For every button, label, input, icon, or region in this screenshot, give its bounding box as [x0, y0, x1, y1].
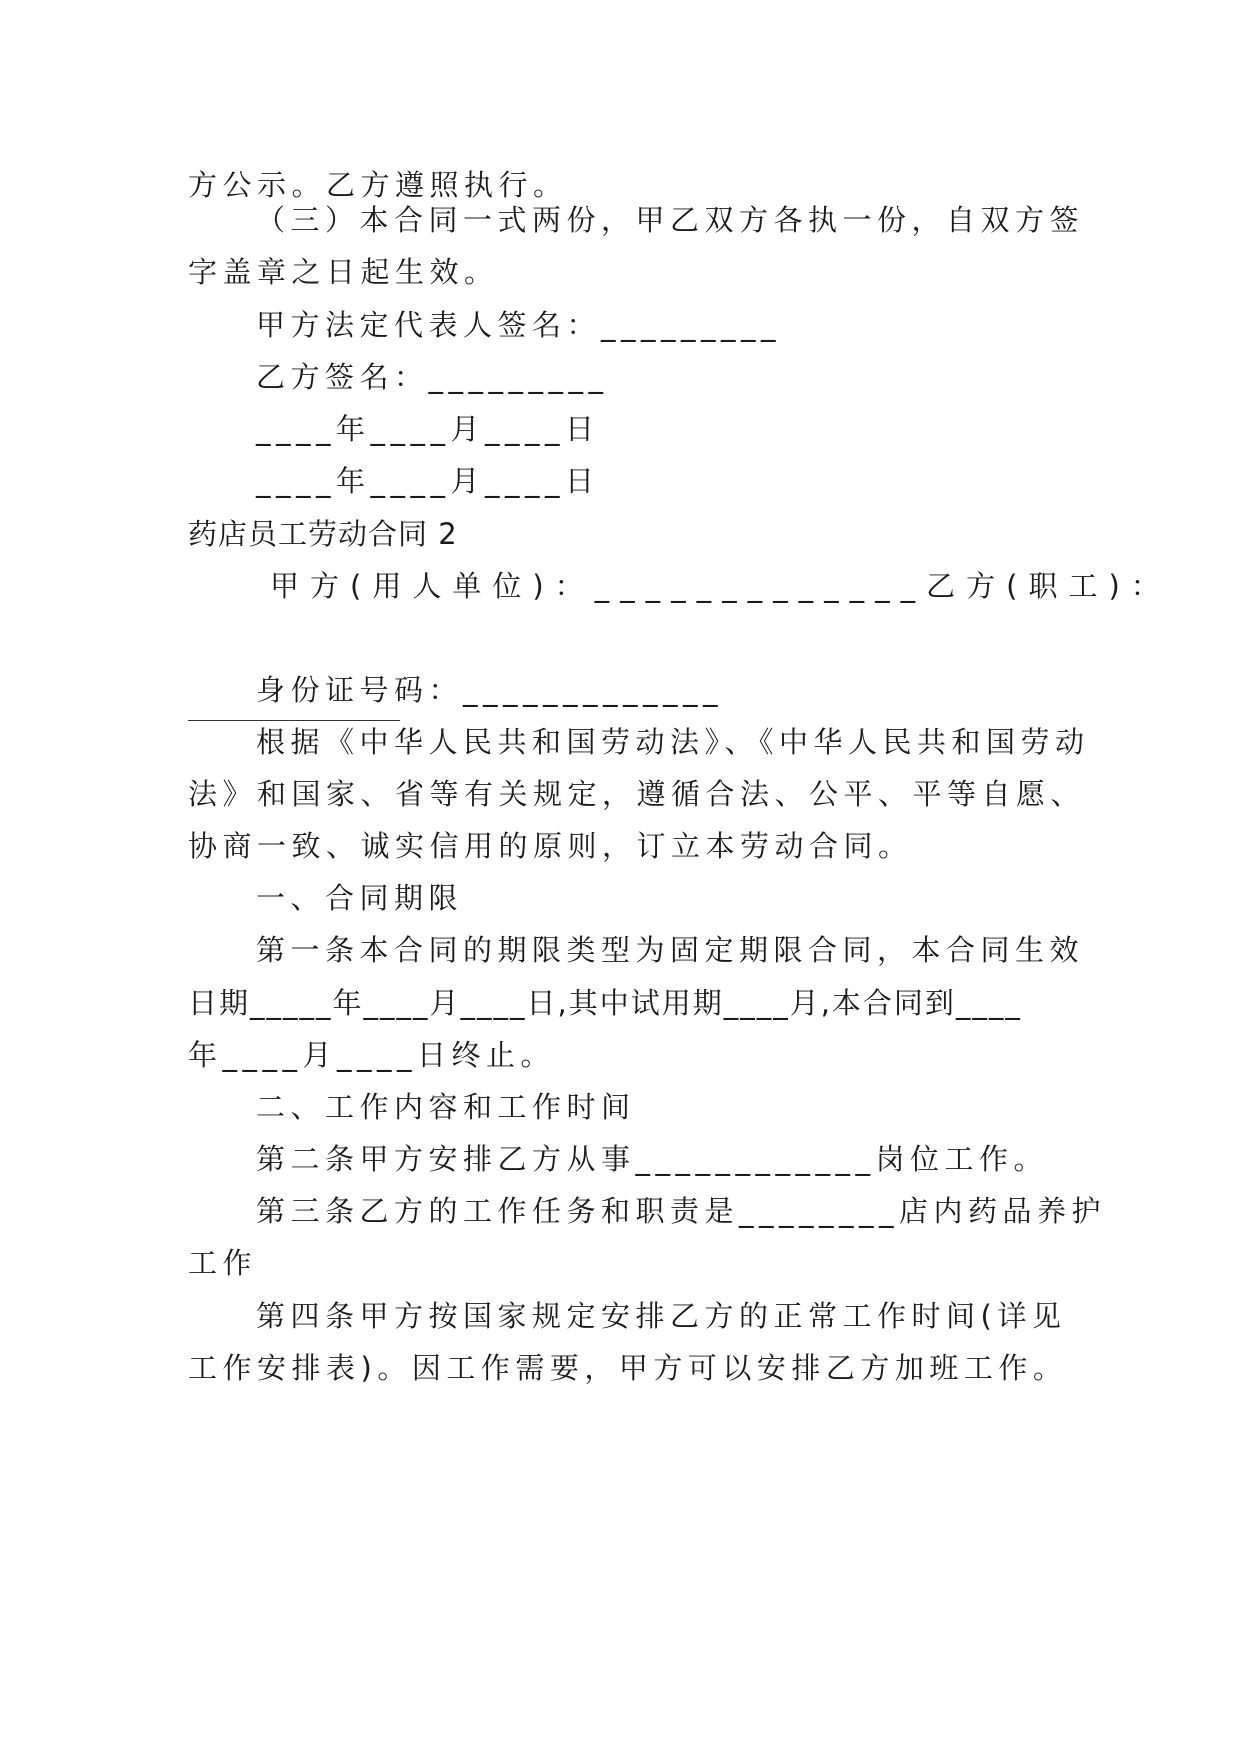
id-number-line: 身份证号码：_____________: [256, 673, 724, 707]
text-line: 日期_____年____月____日,其中试用期____月,本合同到____: [188, 986, 1022, 1020]
text-line: 工作: [188, 1246, 258, 1280]
parties-line: 甲方(用人单位)：_____________乙方(职工)：: [270, 569, 1171, 603]
text-line: 第四条甲方按国家规定安排乙方的正常工作时间(详见: [256, 1299, 1067, 1333]
text-line: 第一条本合同的期限类型为固定期限合同，本合同生效: [256, 933, 1085, 967]
text-line: （三）本合同一式两份，甲乙双方各执一份，自双方签: [256, 203, 1085, 237]
date-line: ____年____月____日: [256, 412, 600, 446]
text-line: 第二条甲方安排乙方从事____________岗位工作。: [256, 1142, 1049, 1176]
text-line: 法》和国家、省等有关规定，遵循合法、公平、平等自愿、: [188, 777, 1086, 811]
date-line: ____年____月____日: [256, 464, 600, 498]
text-line: 工作安排表)。因工作需要，甲方可以安排乙方加班工作。: [188, 1351, 1068, 1385]
text-line: 第三条乙方的工作任务和职责是________店内药品养护: [256, 1194, 1107, 1228]
text-line: 方公示。乙方遵照执行。: [188, 168, 568, 202]
section-title: 药店员工劳动合同 2: [188, 517, 458, 551]
text-line: 根据《中华人民共和国劳动法》、《中华人民共和国劳动: [256, 725, 1090, 759]
text-line: 协商一致、诚实信用的原则，订立本劳动合同。: [188, 829, 913, 863]
blank-underline: [188, 718, 400, 721]
section-heading: 二、工作内容和工作时间: [256, 1090, 636, 1124]
section-heading: 一、合同期限: [256, 881, 464, 915]
signature-line-party-a: 甲方法定代表人签名：_________: [256, 308, 782, 342]
text-line: 字盖章之日起生效。: [188, 255, 499, 289]
signature-line-party-b: 乙方签名：_________: [256, 360, 609, 394]
text-line: 年____月____日终止。: [188, 1038, 556, 1072]
